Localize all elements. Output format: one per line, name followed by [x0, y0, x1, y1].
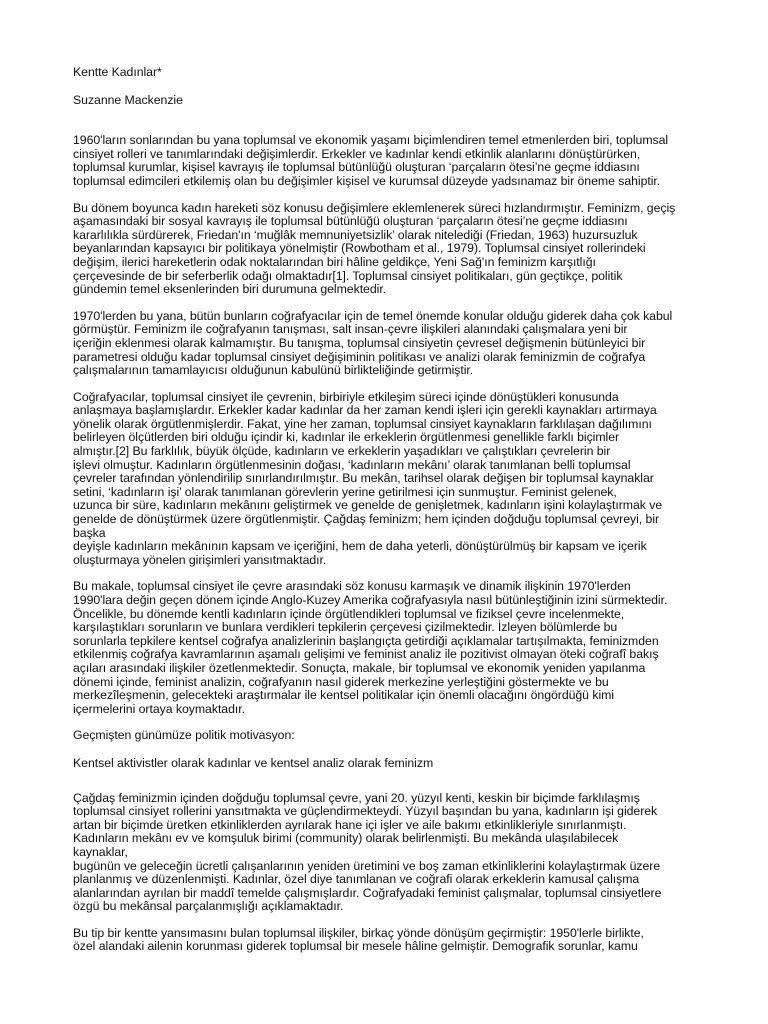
paragraph: [73, 134, 698, 188]
text-line: uzunca bir süre, kadınların mekânını geliştirmek ve genelde de genişletmek, kadınların işini kolaylaştırmak ve: [73, 498, 663, 513]
text-line: kaynaklar,: [73, 844, 128, 859]
text-line: 1960'ların sonlarından bu yana toplumsal ve ekonomik yaşamı biçimlendiren temel etmenlerden biri, toplumsal: [73, 133, 669, 148]
text-line: dönemi içinde, feminist analizin, coğrafyanın nasıl giderek merkezine yerleştiğini göstermekte ve bu: [73, 674, 609, 689]
text-line: Kadınların mekânı ev ve komşuluk birimi (community) olarak belirlenmişti. Bu mekânda ulaşılabilecek: [73, 831, 619, 846]
text-line: cinsiyet rolleri ve tanımlarındaki değişimlerdir. Erkekler ve kadınlar kendi etkinlik alanlarını dönüştürürken,: [73, 146, 641, 161]
text-line: planlanmış ve düzenlenmişti. Kadınlar, özel diye tanımlanan ve coğrafi olarak erkeklerin kamusal çalışma: [73, 872, 640, 887]
text-line: değişim, ilerici hareketlerin odak noktalarından biri hâline geldikçe, Yeni Sağ'ın feminizm karşıtlığı: [73, 254, 596, 269]
text-line: alanlarından ayrılan bir maddî temelde çalışmışlardır. Coğrafyadaki feminist çalışmalar, toplumsal cinsiyetlere: [73, 885, 662, 900]
text-line: toplumsal cinsiyet rollerini yansıtmakta ve güçlendirmekteydi. Yüzyıl başından bu yana, kadınların işi giderek: [73, 804, 658, 819]
text-line: artan bir biçimde üretken etkinliklerden ayrılarak hane içi işler ve aile bakımı etkinlikleriyle sınırlanmıştı.: [73, 817, 627, 832]
text-line: kararlılıkla sürdürerek, Friedan'ın ‘muğlâk memnuniyetsizlik’ olarak nitelediği (Friedan, 1963) huzursuzluk: [73, 227, 638, 242]
text-line: belirleyen ölçütlerden biri olduğu içindir ki, kadınlar ile erkeklerin örgütlenmesi genellikle farklı biçimler: [73, 430, 620, 445]
text-line: toplumsal edimcileri etkilemiş olan bu değişimler kişisel ve kurumsal düzeyde yadsınamaz bir öneme sahiptir.: [73, 173, 661, 188]
paragraph: [73, 310, 698, 378]
document-title: Kentte Kadınlar*: [73, 65, 162, 79]
text-line: açıları arasındaki ilişkiler özetlenmektedir. Sonuçta, makale, bir toplumsal ve ekonomik yeniden yapılanma: [73, 660, 646, 675]
text-line: Coğrafyacılar, toplumsal cinsiyet ile çevrenin, birbiriyle etkileşim süreci içinde dönüştükleri konusunda: [73, 389, 619, 404]
paragraph: [73, 580, 698, 716]
text-line: anlaşmaya başlamışlardır. Erkekler kadar kadınlar da her zaman kendi işleri için gerekli kaynakları artırmaya: [73, 403, 657, 418]
text-line: gündemin temel eksenlerinden biri durumuna gelmektedir.: [73, 282, 387, 297]
paragraph: [73, 792, 698, 914]
text-line: oluşturmaya yönelen girişimleri yansıtmaktadır.: [73, 552, 327, 567]
text-line: Bu dönem boyunca kadın hareketi söz konusu değişimlere eklemlenerek süreci hızlandırmıştır. Feminizm, geçiş: [73, 200, 676, 215]
text-line: Bu makale, toplumsal cinsiyet ile çevre arasındaki söz konusu karmaşık ve dinamik ilişkinin 1970'lerden: [73, 579, 631, 594]
text-line: deyişle kadınların mekânının kapsam ve içeriğini, hem de daha yeterli, dönüştürülmüş bir kapsam ve içerik: [73, 539, 647, 554]
text-line: parametresi olduğu kadar toplumsal cinsiyet değişiminin politikası ve analizi olarak feminizmin de coğrafya: [73, 349, 646, 364]
text-line: Çağdaş feminizmin içinden doğduğu toplumsal çevre, yani 20. yüzyıl kenti, keskin bir biçimde farklılaşmış: [73, 790, 640, 805]
text-line: etkilenmiş coğrafya kavramlarının aşamalı gelişimi ve feminist analiz ile pozitivist olmayan öteki coğrafî bakış: [73, 647, 659, 662]
text-line: bugünün ve geleceğin ücretli çalışanlarının yeniden üretimini ve boş zaman etkinliklerini kolaylaştırmak üzere: [73, 858, 661, 873]
text-line: özgü bu mekânsal parçalanmışlığı açıklamaktadır.: [73, 899, 344, 914]
body-section-2: [73, 792, 698, 955]
paragraph: [73, 202, 698, 297]
text-line: başka: [73, 525, 106, 540]
paragraph: [73, 927, 698, 954]
text-line: 1990'lara değin geçen dönem içinde Anglo-Kuzey Amerika coğrafyasıyla nasıl bütünleştiğinin izini sürmektedir.: [73, 593, 668, 607]
text-line: genelde de dönüştürmek üzere örgütlenmiştir. Çağdaş feminizm; hem içinden doğduğu toplumsal çevreyi, bir: [73, 512, 660, 527]
body-section-1: [73, 134, 698, 716]
text-line: setini, ‘kadınların işi’ olarak tanımlanan görevlerin yerine getirilmesi için sunmuştur. Feminist gelenek,: [73, 484, 617, 499]
text-line: görmüştür. Feminizm ile coğrafyanın tanışması, salt insan-çevre ilişkileri alanındaki çalışmalara yeni bir: [73, 322, 628, 337]
subsection-heading: Kentsel aktivistler olarak kadınlar ve kentsel analiz olarak feminizm: [73, 755, 434, 770]
text-line: işlevi olmuştur. Kadınların örgütlenmesinin doğası, ‘kadınların mekânı’ olarak tanımlanan belli toplumsal: [73, 457, 631, 472]
text-line: Öncelikle, bu dönemde kentli kadınların içinde örgütlendikleri toplumsal ve fiziksel çevre incelenmekte,: [73, 606, 625, 621]
text-line: çalışmalarının tamamlayıcısı olduğunun kabulünü birlikteliğinde getirmiştir.: [73, 363, 474, 378]
text-line: sorunlarla tepkilere kentsel coğrafya analizlerinin başlangıçta getirdiği açıklamalar tartışılmakta, feminizmden: [73, 633, 659, 648]
text-line: almıştır.[2] Bu farklılık, büyük ölçüde, kadınların ve erkeklerin yaşadıkları ve çalıştıkları çevrelerin bir: [73, 444, 611, 459]
text-line: beyanlarından kapsayıcı bir politikaya yönelmiştir (Rowbotham et al., 1979). Toplumsal cinsiyet rollerindeki: [73, 241, 646, 256]
text-line: çerçevesinde de bir seferberlik odağı olmaktadır[1]. Toplumsal cinsiyet politikaları, gün geçtikçe, politik: [73, 268, 623, 283]
text-line: çevreler tarafından yönlendirilip sınırlandırılmıştır. Bu mekân, tarihsel olarak değişen bir toplumsal kaynaklar: [73, 471, 654, 486]
text-line: içeriğin eklenmesi olarak kalmamıştır. Bu tanışma, toplumsal cinsiyetin çevresel değişmenin bütünleyici bir: [73, 335, 646, 350]
text-line: 1970'lerden bu yana, bütün bunların coğrafyacılar için de temel önemde konular olduğu giderek daha çok kabul: [73, 308, 673, 323]
paragraph: [73, 391, 698, 568]
text-line: merkezîleşmenin, gelecekteki araştırmalar ile kentsel politikalar için önemli olacağını öngördüğü kimi: [73, 688, 614, 703]
section-heading: Geçmişten günümüze politik motivasyon:: [73, 728, 295, 743]
text-line: karşılaştıkları sorunların ve bunlara verdikleri tepkilerin çerçevesi çizilmektedir. İzleyen bölümlerde bu: [73, 620, 618, 635]
document-author: Suzanne Mackenzie: [73, 92, 183, 107]
text-line: toplumsal kurumlar, kişisel kavrayış ile toplumsal bütünlüğü oluşturan ‘parçaların ötesi’ne geçme iddiasını: [73, 160, 640, 175]
text-line: aşamasındaki bir sosyal kavrayış ile toplumsal bütünlüğü oluşturan ‘parçaların ötesi’ne geçme iddiasını: [73, 214, 628, 229]
text-line: Bu tip bir kentte yansımasını bulan toplumsal ilişkiler, birkaç yönde dönüşüm geçirmiştir: 1950'lerle birlikte,: [73, 925, 644, 940]
text-line: özel alandaki ailenin korunması giderek toplumsal bir mesele hâline gelmiştir. Demografik sorunlar, kamu: [73, 939, 638, 954]
text-line: yönelik olarak örgütlenmişlerdir. Fakat, yine her zaman, toplumsal cinsiyet kaynakların farklılaşan dağılımını: [73, 416, 652, 431]
text-line: içermelerini ortaya koymaktadır.: [73, 701, 245, 716]
